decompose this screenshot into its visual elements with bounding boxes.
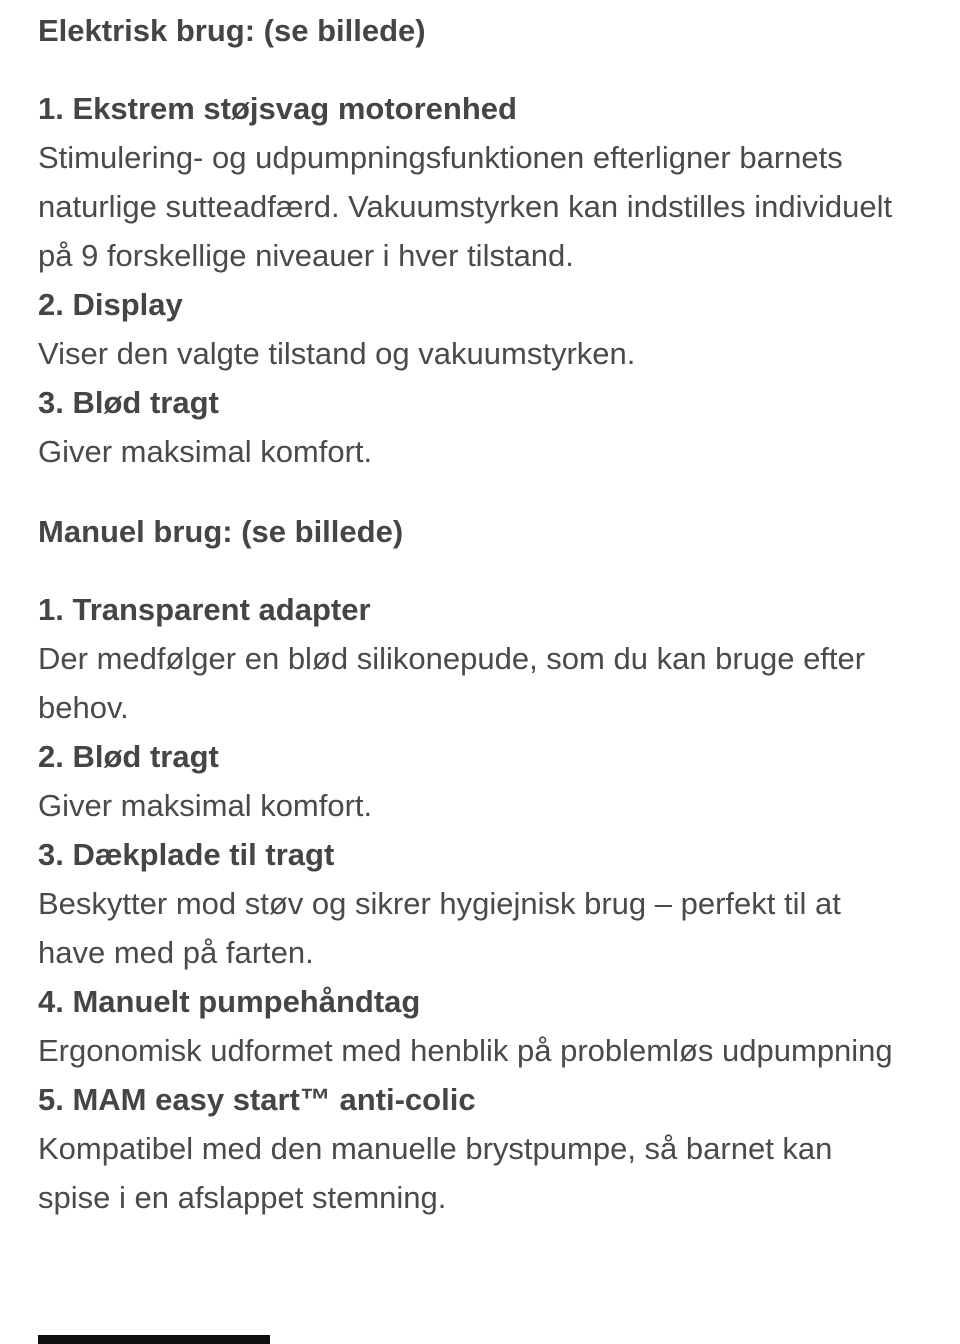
section-manuel-brug — [38, 507, 902, 1222]
feature-item — [38, 977, 902, 1075]
feature-title: 3. Dækplade til tragt — [38, 837, 335, 872]
feature-body: Giver maksimal komfort. — [38, 788, 373, 823]
feature-item — [38, 378, 902, 476]
feature-title: 2. Blød tragt — [38, 739, 219, 774]
feature-body: Giver maksimal komfort. — [38, 434, 373, 469]
feature-body: Stimulering- og udpumpningsfunktionen efterligner barnets naturlige sutteadfærd. Vakuumstyrken kan indstilles individuelt på 9 forskellige niveauer i hver tilstand. — [38, 140, 893, 273]
feature-item — [38, 732, 902, 830]
feature-body: Ergonomisk udformet med henblik på problemløs udpumpning — [38, 1033, 893, 1068]
section-elektrisk-brug — [38, 6, 902, 476]
section-heading-elektrisk-brug: Elektrisk brug: (se billede) — [38, 13, 426, 48]
section-heading-manuel-brug: Manuel brug: (se billede) — [38, 514, 404, 549]
bottom-cutoff-element — [38, 1335, 270, 1344]
feature-item — [38, 280, 902, 378]
feature-item — [38, 84, 902, 280]
feature-item — [38, 830, 902, 977]
feature-body: Beskytter mod støv og sikrer hygiejnisk brug – perfekt til at have med på farten. — [38, 886, 841, 970]
feature-body: Der medfølger en blød silikonepude, som du kan bruge efter behov. — [38, 641, 866, 725]
feature-title: 1. Transparent adapter — [38, 592, 371, 627]
feature-title: 2. Display — [38, 287, 183, 322]
feature-title: 3. Blød tragt — [38, 385, 219, 420]
feature-item — [38, 1075, 902, 1222]
feature-body: Kompatibel med den manuelle brystpumpe, så barnet kan spise i en afslappet stemning. — [38, 1131, 833, 1215]
feature-title: 1. Ekstrem støjsvag motorenhed — [38, 91, 517, 126]
feature-title: 5. MAM easy start™ anti-colic — [38, 1082, 476, 1117]
feature-body: Viser den valgte tilstand og vakuumstyrken. — [38, 336, 636, 371]
feature-title: 4. Manuelt pumpehåndtag — [38, 984, 421, 1019]
feature-item — [38, 585, 902, 732]
